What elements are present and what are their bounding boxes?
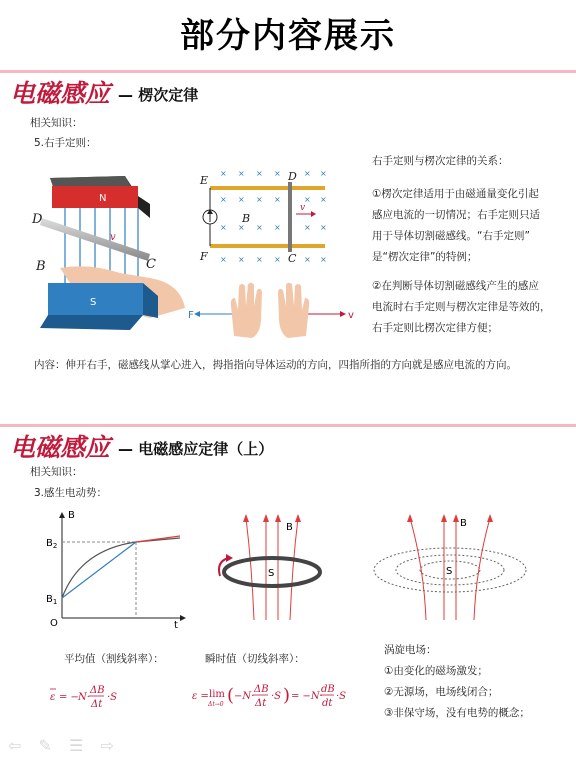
relation-2	[372, 276, 551, 339]
field-cross-mark: ×	[320, 223, 327, 232]
label-S: S	[90, 297, 97, 308]
label-B: B	[36, 259, 46, 274]
relation-2-line: 右手定则比楞次定律方便；	[372, 322, 498, 334]
vortex-label-B: B	[460, 518, 467, 529]
relation-1-line: ①楞次定律适用于由磁通量变化引起	[372, 188, 539, 200]
vortex-label-S: S	[446, 566, 453, 577]
section-divider	[0, 424, 576, 427]
graph-label-t: t	[174, 620, 178, 628]
relation-1-line: 是“楞次定律”的特例；	[372, 251, 478, 263]
slide-nav	[8, 736, 126, 755]
field-cross-mark: ×	[238, 255, 245, 264]
label-C: C	[146, 257, 156, 272]
field-cross-mark: ×	[274, 255, 281, 264]
field-cross-mark: ×	[238, 195, 245, 204]
circuit-label-E: E	[200, 174, 209, 187]
svg-text:·S: ·S	[107, 692, 118, 703]
label-v: v	[110, 232, 116, 243]
circuit-label-D: D	[288, 170, 297, 183]
relation-1-line: 感应电流的一切情况；右手定则只适	[372, 209, 540, 221]
field-cross-mark: ×	[238, 223, 245, 232]
section1-subtitle: — 楞次定律	[118, 86, 199, 104]
vortex-item: ③非保守场，没有电势的概念；	[384, 707, 530, 719]
menu-icon[interactable]: ☰	[69, 736, 84, 755]
field-cross-mark: ×	[274, 223, 281, 232]
inst-emf-formula	[190, 680, 350, 714]
field-cross-mark: ×	[238, 169, 245, 178]
svg-text:dt: dt	[322, 698, 333, 709]
svg-text:ΔB: ΔB	[90, 685, 105, 696]
hands-diagram	[186, 276, 356, 340]
svg-text:dB: dB	[321, 684, 335, 695]
svg-text:Δt: Δt	[91, 699, 103, 710]
svg-text:Δt→0: Δt→0	[208, 701, 224, 708]
field-cross-mark: ×	[256, 223, 263, 232]
vortex-item: ①由变化的磁场激发；	[384, 665, 488, 677]
field-cross-mark: ×	[274, 169, 281, 178]
coil-label-B: B	[286, 522, 293, 533]
field-cross-mark: ×	[320, 169, 327, 178]
circuit-label-v: v	[300, 203, 306, 213]
pen-icon[interactable]: ✎	[38, 736, 52, 755]
coil-diagram	[206, 508, 336, 624]
section1-content: 内容：伸开右手，磁感线从掌心进入，拇指指向导体运动的方向，四指所指的方向就是感应电流的方向。	[34, 359, 517, 371]
graph-label-B: B	[68, 510, 75, 521]
vortex-item: ②无源场，电场线闭合；	[384, 686, 499, 698]
field-cross-mark: ×	[304, 195, 311, 204]
back-icon[interactable]: ⇦	[8, 736, 22, 755]
section2-brand: 电磁感应	[10, 433, 111, 462]
svg-text:): )	[283, 685, 291, 706]
section2-item: 3.感生电动势：	[34, 487, 108, 499]
svg-text:= −N·: = −N·	[291, 691, 323, 702]
hand-label-v: v	[348, 310, 354, 321]
coil-label-S: S	[268, 568, 275, 579]
circuit-label-C: C	[288, 252, 297, 265]
vortex-block	[384, 640, 530, 724]
section1-brand: 电磁感应	[10, 79, 111, 108]
relation-title: 右手定则与楞次定律的关系：	[372, 155, 509, 167]
section1-related: 相关知识：	[30, 117, 83, 129]
circuit-label-F: F	[200, 250, 208, 263]
field-cross-mark: ×	[256, 169, 263, 178]
graph-label-B2: $B_2$	[46, 538, 58, 550]
field-cross-mark: ×	[304, 255, 311, 264]
svg-text:ε: ε	[50, 692, 56, 703]
field-cross-mark: ×	[220, 195, 227, 204]
circuit-label-B: B	[242, 212, 251, 225]
section-divider	[0, 70, 576, 73]
field-cross-mark: ×	[274, 195, 281, 204]
svg-text:·S: ·S	[271, 691, 282, 702]
field-cross-mark: ×	[256, 195, 263, 204]
b-t-graph	[40, 506, 190, 628]
section2-related: 相关知识：	[30, 466, 83, 478]
relation-2-line: 电流时右手定则与楞次定律是等效的，	[372, 301, 551, 313]
field-cross-mark: ×	[304, 223, 311, 232]
field-cross-mark: ×	[220, 223, 227, 232]
svg-text:ΔB: ΔB	[254, 684, 269, 695]
field-cross-mark: ×	[320, 195, 327, 204]
circuit-diagram	[196, 166, 336, 270]
vortex-field-diagram	[370, 508, 530, 624]
svg-text:Δt: Δt	[255, 698, 267, 709]
inst-label: 瞬时值（切线斜率）：	[205, 653, 305, 665]
avg-label: 平均值（割线斜率）：	[64, 653, 164, 665]
svg-text:(: (	[227, 685, 235, 706]
field-cross-mark: ×	[220, 169, 227, 178]
section2-subtitle: — 电磁感应定律（上）	[118, 440, 274, 458]
svg-text:·S: ·S	[336, 691, 347, 702]
graph-label-B1: $B_1$	[46, 594, 58, 606]
svg-text:ε =: ε =	[192, 691, 209, 702]
label-D: D	[32, 212, 43, 227]
page-title: 部分内容展示	[180, 16, 396, 56]
field-cross-mark: ×	[320, 255, 327, 264]
svg-text:lim: lim	[209, 689, 225, 700]
section1-item: 5.右手定则：	[34, 137, 97, 149]
magnet-diagram	[30, 168, 190, 340]
hand-label-F: F	[188, 310, 194, 321]
svg-text:−N·: −N·	[234, 691, 255, 702]
relation-1	[372, 184, 540, 268]
svg-text:= −: = −	[59, 692, 79, 703]
field-cross-mark: ×	[304, 169, 311, 178]
svg-text:N·: N·	[78, 692, 90, 703]
vortex-title: 涡旋电场：	[384, 644, 437, 656]
avg-emf-formula	[48, 682, 138, 712]
label-N: N	[99, 193, 107, 204]
relation-2-line: ②在判断导体切割磁感线产生的感应	[372, 280, 539, 292]
forward-icon[interactable]: ⇨	[100, 736, 114, 755]
relation-1-line: 用于导体切割磁感线。“右手定则”	[372, 230, 530, 242]
graph-label-O: O	[50, 618, 58, 628]
field-cross-mark: ×	[220, 255, 227, 264]
field-cross-mark: ×	[256, 255, 263, 264]
